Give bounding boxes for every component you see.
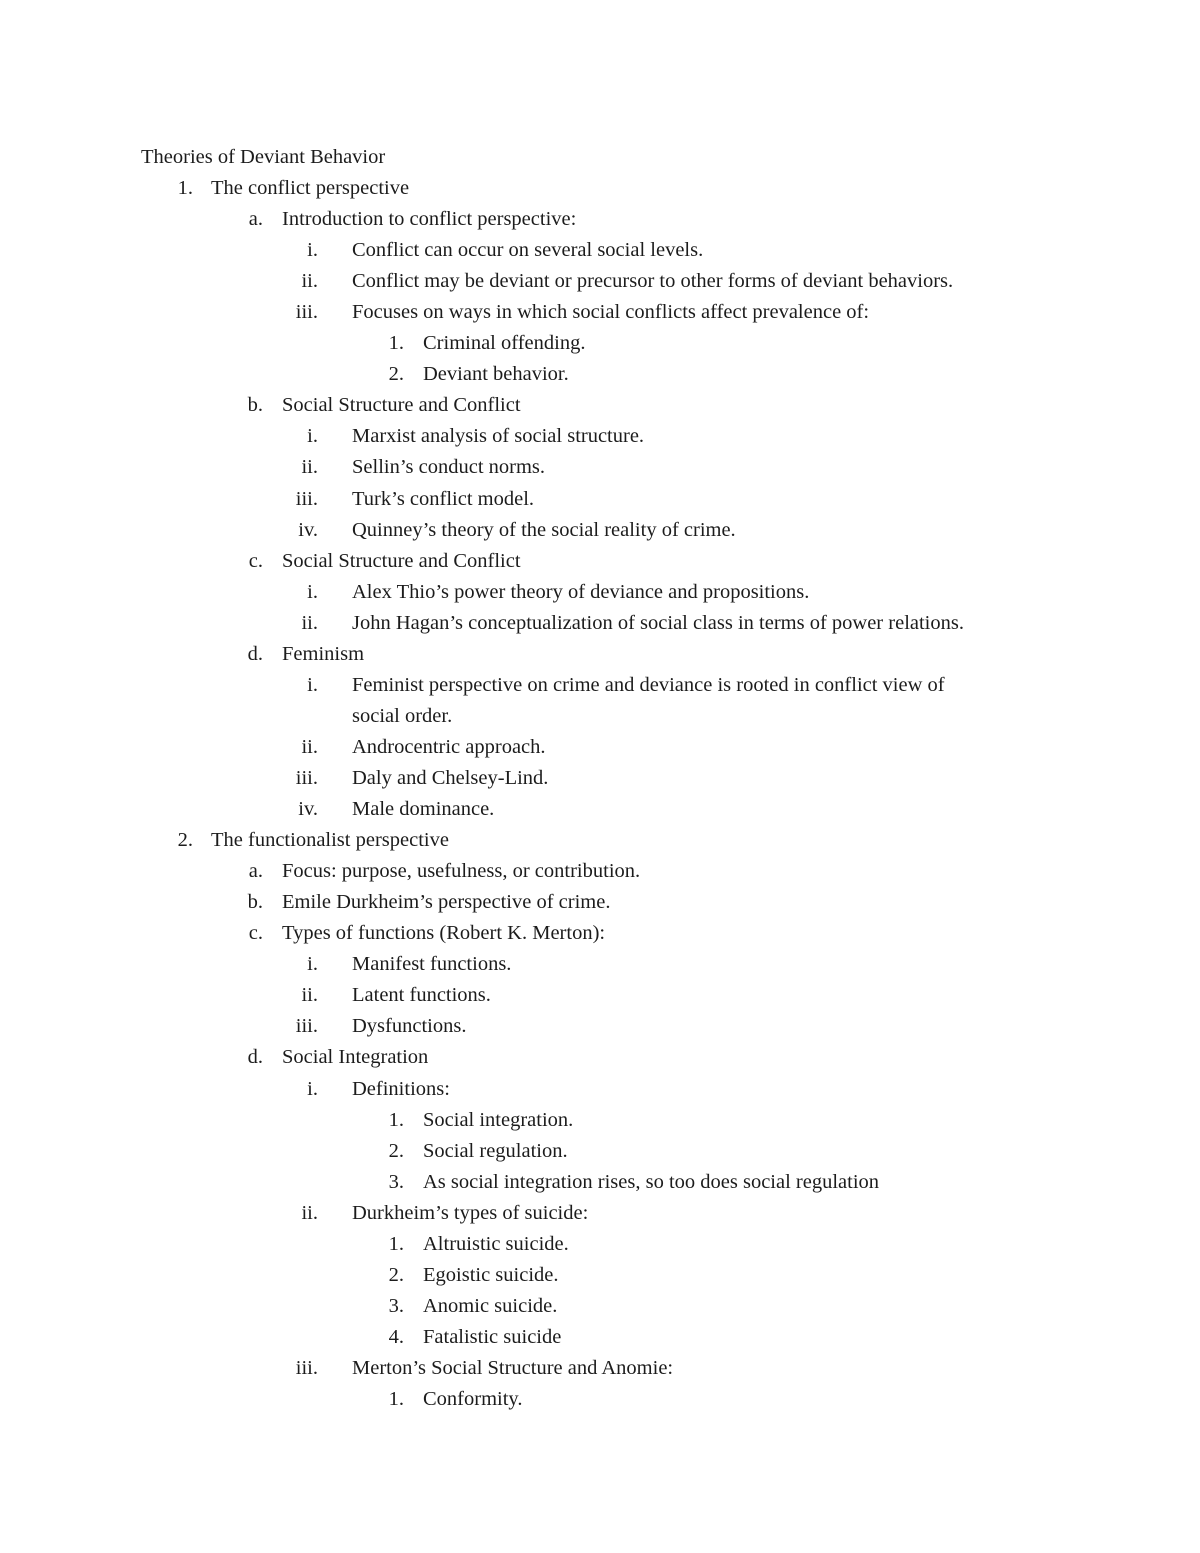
outline-item-text: Criminal offending. xyxy=(423,332,586,355)
outline-item-marker: iii. xyxy=(295,767,318,789)
outline-item xyxy=(0,640,1200,668)
outline-item-text: Alex Thio’s power theory of deviance and propositions. xyxy=(352,580,810,603)
outline-item-marker: ii. xyxy=(301,1201,318,1224)
outline-item xyxy=(0,205,1200,233)
outline-item-marker: iv. xyxy=(298,518,318,541)
outline-item xyxy=(0,1385,1200,1413)
outline-item-text: Fatalistic suicide xyxy=(423,1325,562,1348)
outline-item-text: social order. xyxy=(352,704,453,727)
outline-item-text: Social Structure and Conflict xyxy=(282,394,521,417)
outline-item xyxy=(0,1230,1200,1258)
outline-item-marker: i. xyxy=(307,580,318,603)
outline-item-text: Egoistic suicide. xyxy=(423,1263,559,1286)
outline-item-marker: b. xyxy=(247,394,263,417)
outline-item-text: Social Integration xyxy=(282,1046,429,1069)
outline-item-text: Turk’s conflict model. xyxy=(352,487,535,510)
outline-item-text: Dysfunctions. xyxy=(352,1015,467,1038)
outline-item xyxy=(0,764,1200,792)
outline-item-text: As social integration rises, so too does social regulation xyxy=(423,1170,880,1193)
outline-item-text: Merton’s Social Structure and Anomie: xyxy=(352,1356,674,1379)
outline-item xyxy=(0,1292,1200,1320)
outline-item-marker: 1. xyxy=(388,1108,404,1131)
outline-item-text: Social integration. xyxy=(423,1108,574,1131)
outline-item-text: Latent functions. xyxy=(352,984,491,1007)
outline-item xyxy=(0,981,1200,1009)
outline-item xyxy=(0,888,1200,916)
outline-item-text: Quinney’s theory of the social reality of crime. xyxy=(352,518,736,541)
outline-item-text: Durkheim’s types of suicide: xyxy=(352,1201,589,1224)
outline-item-text: Feminism xyxy=(282,642,365,665)
outline-item-text: Focus: purpose, usefulness, or contribution. xyxy=(282,860,641,883)
outline-item-text: Conflict may be deviant or precursor to other forms of deviant behaviors. xyxy=(352,270,954,293)
outline-item xyxy=(0,174,1200,202)
outline-item-marker: 4. xyxy=(388,1325,404,1348)
outline-item xyxy=(0,485,1200,513)
outline-item-text: Male dominance. xyxy=(352,798,495,820)
outline-item-marker: c. xyxy=(248,922,263,945)
outline-item xyxy=(0,391,1200,419)
outline-item-text: Deviant behavior. xyxy=(423,363,569,386)
outline-item-marker: i. xyxy=(307,673,318,696)
outline-item xyxy=(0,1043,1200,1071)
outline-item-text: Androcentric approach. xyxy=(352,735,546,758)
outline-item-marker: c. xyxy=(248,549,263,572)
outline-item-marker: 1. xyxy=(388,332,404,355)
outline-item xyxy=(0,671,1200,699)
outline-item xyxy=(0,826,1200,854)
outline-item-marker: iii. xyxy=(295,1356,318,1379)
outline-item xyxy=(0,795,1200,823)
outline-item-marker: 2. xyxy=(388,1263,404,1286)
outline-item xyxy=(0,360,1200,388)
outline-item-marker: iii. xyxy=(295,301,318,324)
outline-item xyxy=(0,1354,1200,1382)
outline-item-marker: i. xyxy=(307,1077,318,1100)
outline-item xyxy=(0,267,1200,295)
outline-item-text: Emile Durkheim’s perspective of crime. xyxy=(282,891,611,914)
outline-item-text: Types of functions (Robert K. Merton): xyxy=(282,922,606,945)
outline-item-marker: b. xyxy=(247,891,263,914)
outline-item-marker: iv. xyxy=(298,798,318,820)
outline-item-marker: a. xyxy=(248,208,263,231)
outline-item xyxy=(0,236,1200,264)
outline-item-marker: a. xyxy=(248,860,263,883)
outline-item xyxy=(0,609,1200,637)
outline-item-marker: i. xyxy=(307,239,318,262)
outline-item-text: Social regulation. xyxy=(423,1139,568,1162)
outline-item xyxy=(0,950,1200,978)
outline-item-text: Focuses on ways in which social conflicts affect prevalence of: xyxy=(352,301,870,324)
outline-item-marker: 3. xyxy=(388,1294,404,1317)
outline-item-marker: 1. xyxy=(388,1388,404,1410)
outline-item-marker: i. xyxy=(307,425,318,448)
outline-item xyxy=(0,422,1200,450)
document-title: Theories of Deviant Behavior xyxy=(141,146,386,168)
outline-item-text: Conformity. xyxy=(423,1388,523,1410)
outline-item xyxy=(0,1323,1200,1351)
outline-item-text: Social Structure and Conflict xyxy=(282,549,521,572)
outline-item-text: Sellin’s conduct norms. xyxy=(352,456,546,479)
outline-item-marker: i. xyxy=(307,953,318,976)
outline-item-marker: 1. xyxy=(177,177,193,199)
outline-item-marker: ii. xyxy=(301,270,318,293)
outline-item-text: Definitions: xyxy=(352,1077,450,1100)
outline-item xyxy=(0,329,1200,357)
outline-item-marker: 2. xyxy=(177,829,193,852)
outline-item xyxy=(0,702,1200,730)
outline-item-marker: ii. xyxy=(301,984,318,1007)
outline-item-marker: d. xyxy=(247,642,263,665)
outline-item xyxy=(0,547,1200,575)
outline-item xyxy=(0,298,1200,326)
outline-item-marker: iii. xyxy=(295,1015,318,1038)
outline-item xyxy=(0,1137,1200,1165)
outline-item xyxy=(0,453,1200,481)
outline-item-marker: 1. xyxy=(388,1232,404,1255)
outline-item-text: Manifest functions. xyxy=(352,953,512,976)
outline-item-marker: d. xyxy=(247,1046,263,1069)
outline-item-text: Altruistic suicide. xyxy=(423,1232,569,1255)
outline-item xyxy=(0,578,1200,606)
outline-item xyxy=(0,1261,1200,1289)
outline-item-marker: ii. xyxy=(301,611,318,634)
outline-item-text: John Hagan’s conceptualization of social class in terms of power relations. xyxy=(352,611,964,634)
outline-item xyxy=(0,1012,1200,1040)
outline-item-marker: iii. xyxy=(295,487,318,510)
outline-item-marker: ii. xyxy=(301,735,318,758)
outline-item-text: The conflict perspective xyxy=(211,177,410,199)
outline-item-marker: 3. xyxy=(388,1170,404,1193)
outline-item-marker: ii. xyxy=(301,456,318,479)
outline-item-marker: 2. xyxy=(388,1139,404,1162)
outline-item-text: The functionalist perspective xyxy=(211,829,449,852)
outline-item xyxy=(0,1199,1200,1227)
outline-item-marker: 2. xyxy=(388,363,404,386)
outline-item-text: Anomic suicide. xyxy=(423,1294,558,1317)
outline-item xyxy=(0,1075,1200,1103)
outline-item-text: Daly and Chelsey-Lind. xyxy=(352,767,549,789)
outline-item-text: Introduction to conflict perspective: xyxy=(282,208,577,231)
outline-item-text: Marxist analysis of social structure. xyxy=(352,425,645,448)
outline-item xyxy=(0,1168,1200,1196)
outline-item-text: Feminist perspective on crime and deviance is rooted in conflict view of xyxy=(352,673,945,696)
outline-item xyxy=(0,857,1200,885)
outline-item xyxy=(0,1106,1200,1134)
outline-item xyxy=(0,733,1200,761)
outline-item xyxy=(0,516,1200,544)
outline-item xyxy=(0,919,1200,947)
outline-item-text: Conflict can occur on several social levels. xyxy=(352,239,704,262)
